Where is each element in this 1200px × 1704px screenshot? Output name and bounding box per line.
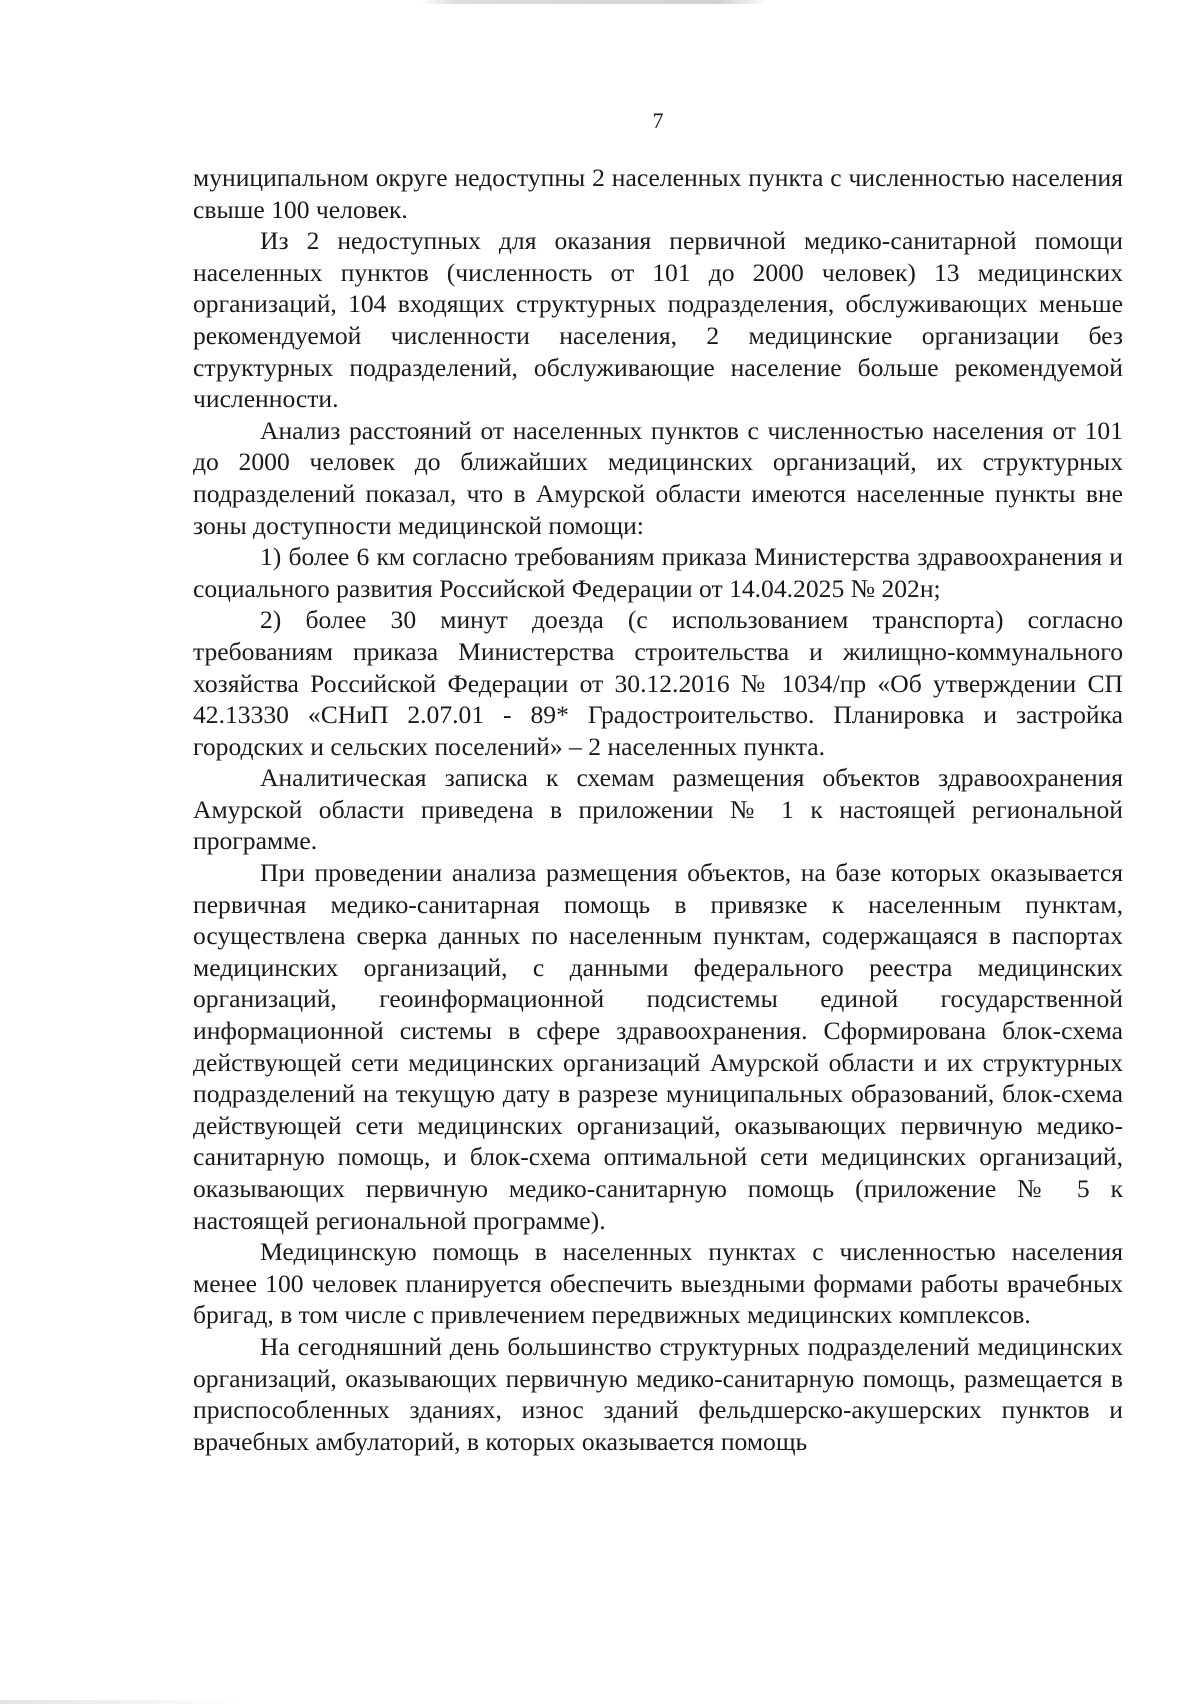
list-item: 1) более 6 км согласно требованиям приказа Министерства здравоохранения и социального развития Российской Федерации от 14.04.2025 № 202н; [193, 542, 1123, 603]
scan-edge-bottom [0, 1700, 1200, 1704]
paragraph-continuation: муниципальном округе недоступны 2 населенных пункта с численностью населения свыше 100 человек. [193, 163, 1123, 224]
list-item: 2) более 30 минут доезда (с использованием транспорта) согласно требованиям приказа Министерства строительства и жилищно-коммунального хозяйства Российской Федерации от 30.12.2016 № 1034/пр «Об утверждении СП 42.13330 «СНиП 2.07.01 - 89* Градостроительство. Планировка и застройка городских и сельских поселений» – 2 населенных пункта. [193, 605, 1123, 761]
paragraph: Из 2 недоступных для оказания первичной медико-санитарной помощи населенных пунктов (численность от 101 до 2000 человек) 13 медицинских организаций, 104 входящих структурных подразделения, обслуживающих меньше рекомендуемой численности населения, 2 медицинские организации без структурных подразделений, обслуживающие население больше рекомендуемой численности. [193, 226, 1123, 414]
body-text [193, 162, 1123, 1457]
paragraph: На сегодняшний день большинство структурных подразделений медицинских организаций, оказывающих первичную медико-санитарную помощь, размещается в приспособленных зданиях, износ зданий фельдшерско-акушерских пунктов и врачебных амбулаторий, в которых оказывается помощь [193, 1331, 1123, 1456]
page-number: 7 [652, 108, 664, 133]
paragraph: Анализ расстояний от населенных пунктов с численностью населения от 101 до 2000 человек до ближайших медицинских организаций, их структурных подразделений показал, что в Амурской области имеются населенные пункты вне зоны доступности медицинской помощи: [193, 415, 1123, 540]
paragraph: При проведении анализа размещения объектов, на базе которых оказывается первичная медико-санитарная помощь в привязке к населенным пунктам, осуществлена сверка данных по населенным пунктам, содержащаяся в паспортах медицинских организаций, с данными федерального реестра медицинских организаций, геоинформационной подсистемы единой государственной информационной системы в сфере здравоохранения. Сформирована блок-схема действующей сети медицинских организаций Амурской области и их структурных подразделений на текущую дату в разрезе муниципальных образований, блок-схема действующей сети медицинских организаций, оказывающих первичную медико-санитарную помощь, и блок-схема оптимальной сети медицинских организаций, оказывающих первичную медико-санитарную помощь (приложение № 5 к настоящей региональной программе). [193, 858, 1123, 1235]
paragraph: Аналитическая записка к схемам размещения объектов здравоохранения Амурской области приведена в приложении № 1 к настоящей региональной программе. [193, 763, 1123, 856]
paragraph: Медицинскую помощь в населенных пунктах с численностью населения менее 100 человек планируется обеспечить выездными формами работы врачебных бригад, в том числе с привлечением передвижных медицинских комплексов. [193, 1237, 1123, 1330]
scan-edge-top [0, 0, 1200, 4]
